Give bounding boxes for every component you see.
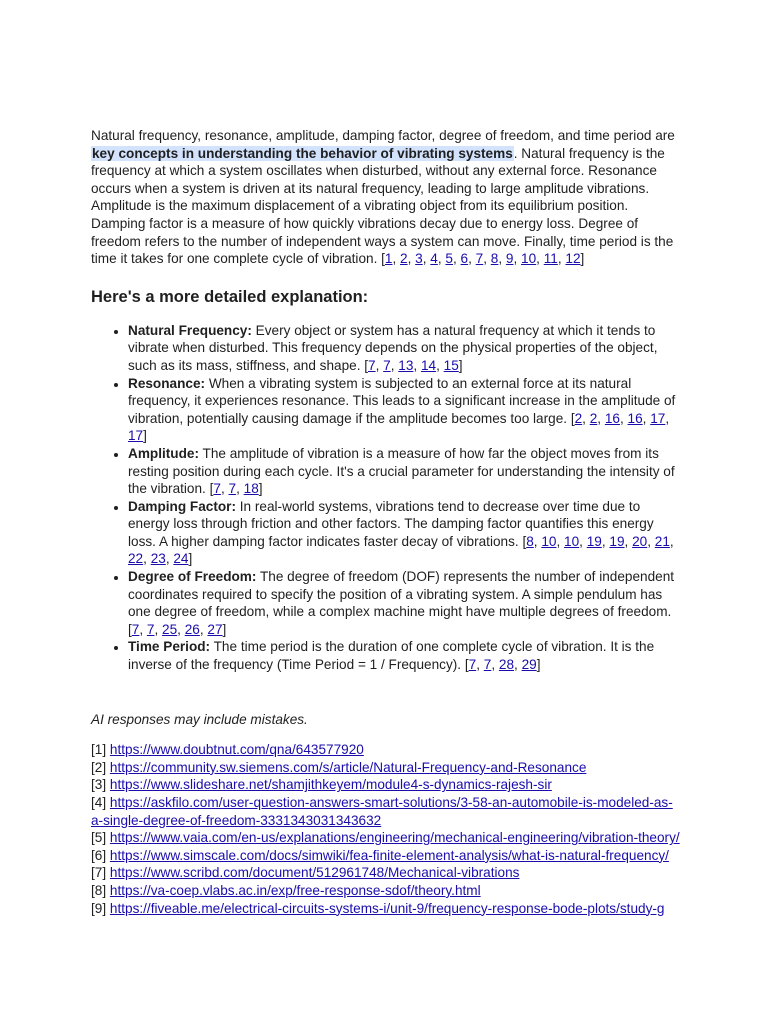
citation-link[interactable]: 7 [213, 481, 221, 497]
reference-item [91, 900, 681, 918]
point-term: Degree of Freedom: [128, 569, 257, 585]
reference-link[interactable]: https://va-coep.vlabs.ac.in/exp/free-response-sdof/theory.html [109, 882, 481, 898]
reference-number: [4] [91, 795, 107, 810]
citation-link[interactable]: 20 [632, 533, 648, 549]
citation-link[interactable]: 7 [146, 621, 155, 637]
citation-link[interactable]: 10 [564, 533, 580, 549]
reference-item [91, 864, 681, 882]
citation-link[interactable]: 8 [526, 533, 534, 549]
citation-link[interactable]: 11 [543, 251, 558, 267]
citation-link[interactable]: 16 [627, 410, 643, 426]
point-term: Damping Factor: [128, 498, 236, 514]
point-text: The degree of freedom (DOF) represents the number of independent coordinates required to specify the position of a vibrating system. A simple pendulum has one degree of freedom, while a complex machine might have multiple degrees of freedom. [128, 569, 675, 620]
citation-link[interactable]: 7 [383, 357, 391, 373]
reference-item [91, 829, 681, 847]
reference-link[interactable]: https://www.scribd.com/document/512961748/Mechanical-vibrations [109, 865, 520, 881]
reference-item [91, 794, 681, 829]
point-term: Resonance: [128, 375, 206, 391]
list-item [128, 638, 681, 673]
list-item [128, 322, 681, 375]
reference-link[interactable]: https://askfilo.com/user-question-answers-smart-solutions/3-58-an-automobile-is-modeled-as-a-single-degree-of-freedom-333134303134363​2 [91, 795, 673, 828]
reference-number: [9] [91, 900, 107, 916]
reference-item [91, 776, 681, 794]
section-heading: Here's a more detailed explanation: [91, 287, 369, 306]
reference-list [91, 741, 681, 917]
citation-link[interactable]: 10 [541, 533, 557, 549]
point-text: Every object or system has a natural frequency at which it tends to vibrate when disturbed. This frequency depends on the physical properties of the object, such as its mass, stiffness, and shape. [128, 322, 658, 373]
reference-number: [2] [91, 759, 107, 775]
list-item [128, 375, 681, 445]
citation-link[interactable]: 10 [521, 251, 537, 267]
citation-link[interactable]: 14 [420, 357, 437, 373]
document-content [91, 127, 681, 917]
point-text: The amplitude of vibration is a measure of how far the object moves from its resting position during each cycle. It's a crucial parameter for understanding the intensity of the vibration. [128, 445, 675, 497]
citation-link[interactable]: 21 [654, 533, 670, 549]
citation-link[interactable]: 7 [131, 621, 140, 637]
explanation-list [91, 322, 681, 674]
reference-item [91, 759, 681, 777]
point-text: The time period is the duration of one complete cycle of vibration. It is the inverse of the frequency (Time Period = 1 / Frequency). [128, 639, 655, 673]
citation-link[interactable]: 17 [128, 428, 144, 444]
list-item [128, 568, 681, 638]
intro-highlight: key concepts in understanding the behavior of vibrating systems [92, 145, 513, 161]
point-text: In real-world systems, vibrations tend to decrease over time due to energy loss through friction and other factors. The damping factor quantifies this energy loss. A higher damping factor indicates faster decay of vibrations. [128, 498, 654, 549]
citation-link[interactable]: 24 [173, 551, 189, 567]
citation-group: [7, 7, 25, 26, 27] [128, 621, 227, 637]
citation-link[interactable]: 16 [604, 410, 620, 426]
citation-link[interactable]: 15 [443, 357, 459, 373]
citation-link[interactable]: 17 [650, 410, 666, 426]
point-term: Amplitude: [128, 445, 199, 461]
citation-link[interactable]: 7 [368, 357, 376, 373]
reference-link[interactable]: https://community.sw.siemens.com/s/article/Natural-Frequency-and-Resonance [109, 759, 587, 775]
citation-link[interactable]: 5 [445, 251, 453, 267]
reference-link[interactable]: https://www.slideshare.net/shamjithkeyem/module4-s-dynamics-rajesh-sir [109, 777, 552, 793]
reference-number: [1] [91, 742, 107, 758]
citation-link[interactable]: 4 [430, 251, 438, 267]
citation-group: [2, 2, 16, 16, 17, 17] [128, 410, 670, 444]
intro-paragraph [91, 127, 681, 268]
citation-link[interactable]: 7 [228, 481, 237, 497]
citation-link[interactable]: 28 [498, 657, 515, 673]
reference-number: [3] [91, 777, 107, 793]
intro-text-after: . Natural frequency is the frequency at which a system oscillates when disturbed, without any external force. Resonance occurs when a system is driven at its natural frequency, leading to large amplitude vibrations. Amplitude is the maximum displacement of a vibrating object from its equilibrium position. Damping factor is a measure of how quickly vibrations decay due to energy loss. Degree of freedom refers to the number of independent ways a system can move. Finally, time period is the time it takes for one complete cycle of vibration. [91, 145, 674, 267]
citation-link[interactable]: 1 [384, 251, 393, 267]
citation-link[interactable]: 18 [243, 481, 259, 497]
citation-link[interactable]: 7 [483, 657, 492, 673]
citation-link[interactable]: 2 [574, 410, 583, 426]
reference-item [91, 882, 681, 900]
point-term: Time Period: [128, 639, 211, 655]
point-term: Natural Frequency: [128, 322, 252, 338]
citation-link[interactable]: 8 [490, 251, 499, 267]
citation-link[interactable]: 7 [468, 657, 477, 673]
citation-group: [7, 7, 28, 29] [464, 657, 541, 673]
point-text: When a vibrating system is subjected to an external force at its natural frequency, it experiences resonance. This leads to a significant increase in the amplitude of vibration, potentially causing damage if the amplitude becomes too large. [128, 375, 676, 426]
citation-group: [7, 7, 18] [209, 481, 263, 497]
citation-link[interactable]: 29 [521, 657, 537, 673]
citation-link[interactable]: 25 [162, 621, 178, 637]
ai-disclaimer: AI responses may include mistakes. [91, 711, 308, 727]
reference-number: [8] [91, 882, 107, 898]
citation-link[interactable]: 22 [128, 551, 144, 567]
citation-link[interactable]: 6 [460, 251, 469, 267]
citation-group: [1, 2, 3, 4, 5, 6, 7, 8, 9, 10, 11, 12] [381, 251, 585, 267]
reference-number: [6] [91, 847, 107, 863]
citation-link[interactable]: 7 [475, 251, 484, 267]
intro-text-before: Natural frequency, resonance, amplitude, damping factor, degree of freedom, and time period are [91, 128, 675, 143]
citation-link[interactable]: 12 [565, 251, 581, 267]
citation-link[interactable]: 26 [184, 621, 200, 637]
citation-link[interactable]: 23 [150, 551, 166, 567]
citation-link[interactable]: 19 [609, 533, 625, 549]
citation-link[interactable]: 3 [415, 251, 423, 267]
citation-link[interactable]: 19 [586, 533, 602, 549]
citation-link[interactable]: 2 [400, 251, 408, 267]
reference-number: [5] [91, 830, 107, 846]
reference-item [91, 847, 681, 865]
reference-link[interactable]: https://www.doubtnut.com/qna/643577920 [109, 742, 364, 758]
citation-link[interactable]: 27 [207, 621, 223, 637]
reference-link[interactable]: https://www.simscale.com/docs/simwiki/fea-finite-element-analysis/what-is-natural-frequency/ [109, 847, 669, 863]
list-item [128, 498, 681, 568]
citation-link[interactable]: 13 [398, 357, 414, 373]
reference-item [91, 741, 681, 759]
list-item [128, 445, 681, 498]
citation-group: [8, 10, 10, 19, 19, 20, 21, 22, 23, 24] [128, 533, 674, 567]
reference-link[interactable]: https://fiveable.me/electrical-circuits-systems-i/unit-9/frequency-response-bode-plots/study-g [109, 900, 665, 916]
citation-link[interactable]: 2 [589, 410, 598, 426]
reference-number: [7] [91, 865, 107, 881]
citation-link[interactable]: 9 [505, 251, 514, 267]
citation-group: [7, 7, 13, 14, 15] [364, 357, 463, 373]
reference-link[interactable]: https://www.vaia.com/en-us/explanations/engineering/mechanical-engineering/vibration-theory/ [109, 830, 680, 846]
